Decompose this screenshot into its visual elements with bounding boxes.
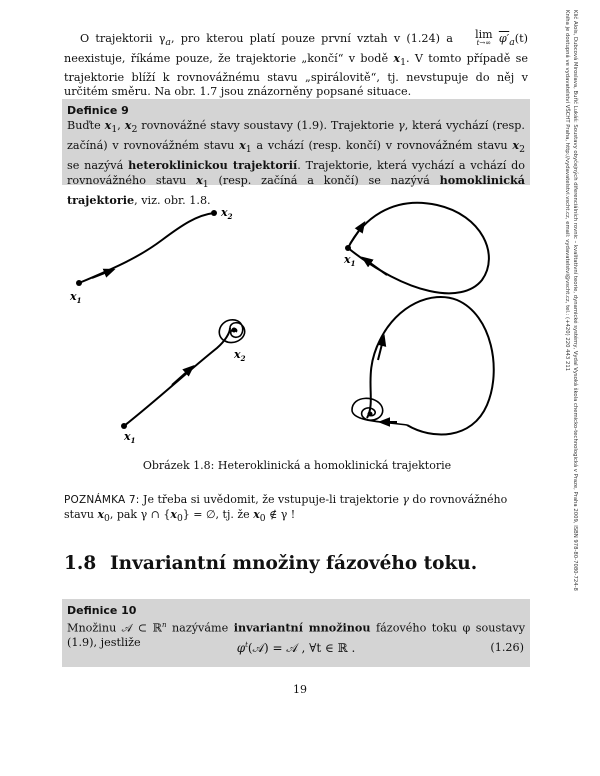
text: Množinu 𝒜 ⊂ ℝ	[67, 621, 162, 635]
side-note	[556, 10, 578, 770]
side-note-line: Klič Alois, Dubcová Miroslava, Buřič Lukáš: Soustavy obyčejných diferenciálních rovnic – kvalitativní teorie, dynamické systémy, Vydal Vysoká škola chemicko-technologická v Praze, Praha 2009, ISBN 978-80-7080-724-8	[572, 10, 578, 591]
text: lim	[475, 28, 493, 41]
text: Buďte	[67, 119, 101, 132]
note-7	[64, 493, 528, 526]
equilibrium-point	[76, 280, 82, 286]
equilibrium-point	[368, 412, 373, 417]
text: . Trajektorie, která vychází a vchází do rovnovážného stavu	[67, 158, 526, 188]
section-number: 1.8	[64, 553, 97, 574]
intro-paragraph	[64, 30, 528, 100]
direction-arrow	[92, 271, 110, 278]
section-title: Invariantní množiny fázového toku.	[110, 553, 478, 574]
equilibrium-point	[345, 245, 351, 251]
label-x2: $x_2$	[221, 206, 233, 221]
text: do rovnovážného stavu	[64, 493, 508, 521]
text: x	[253, 507, 260, 521]
text: (resp. začíná a končí) se nazývá	[208, 174, 430, 188]
text: rovnovážné stavy soustavy (1.9). Trajektorie	[137, 119, 395, 132]
text: (𝒜) = 𝒜 , ∀t ∈ ℝ .	[247, 641, 356, 655]
limit-expression	[459, 30, 492, 48]
label-x1: $x_1$	[70, 290, 82, 305]
equilibrium-point	[211, 210, 217, 216]
heteroclinic-trajectory-bottom	[124, 328, 230, 426]
text: se nazývá	[67, 158, 124, 172]
text: x	[239, 137, 246, 152]
text: a	[509, 37, 515, 49]
text: x	[124, 118, 132, 132]
text: neexistuje, říkáme pouze, že trajektorie „končí“ v bodě	[64, 51, 389, 65]
label-x1: $x_1$	[124, 430, 136, 445]
direction-arrow	[172, 369, 190, 385]
text: γ	[402, 493, 409, 506]
text: 1	[400, 57, 406, 69]
text: , pak γ ∩ {	[109, 507, 171, 521]
text: 1	[202, 179, 209, 191]
equilibrium-point	[232, 328, 237, 333]
term-invariant-set: invariantní množinou	[233, 620, 371, 635]
equation-body	[62, 641, 530, 656]
text: , pro kterou platí pouze první vztah v (1.24) a	[170, 32, 453, 45]
text: a	[165, 37, 171, 49]
text: x	[196, 173, 203, 188]
text: , viz. obr. 1.8.	[134, 194, 211, 208]
text: Je třeba si uvědomit, že vstupuje-li trajektorie	[139, 493, 399, 506]
page-number: 19	[293, 683, 307, 696]
text: t	[245, 641, 248, 649]
text: 1	[245, 144, 252, 156]
text: x	[170, 507, 177, 521]
text: } = ∅, tj. že	[182, 507, 250, 521]
text: φ	[236, 641, 246, 655]
equilibrium-point	[121, 423, 127, 429]
side-note-line: Kniha je dostupná ve vydavatelství VŠCHT Praha, http://vydavatelstvi.vscht.cz, email: vydavatelstvi@vscht.cz, tel.: (+420) 220 443 211	[564, 10, 571, 372]
text: γ	[398, 119, 405, 132]
label-x1: $x_1$	[344, 253, 356, 268]
definition-9-box	[62, 99, 530, 208]
section-heading	[64, 553, 528, 574]
figure-1-8	[62, 200, 532, 445]
direction-arrow	[350, 226, 362, 244]
text: ,	[117, 119, 121, 132]
text: a vchází (resp. končí) v rovnovážném stavu	[251, 138, 508, 152]
text: 0	[104, 512, 110, 524]
direction-arrow	[366, 260, 387, 275]
text: t→∞	[476, 39, 492, 47]
definition-10-box	[62, 599, 530, 667]
label-x2: $x_2$	[234, 348, 246, 363]
definition-body	[67, 118, 525, 209]
text: φ′	[498, 32, 510, 45]
text: fázového toku φ soustavy (1.9), jestliže	[67, 621, 526, 650]
figure-caption: Obrázek 1.8: Heteroklinická a homoklinická trajektorie	[142, 459, 452, 472]
text: n	[161, 621, 167, 629]
text: 2	[131, 124, 138, 136]
text: nazýváme	[166, 621, 229, 635]
note-heading: POZNÁMKA 7:	[64, 494, 140, 506]
text: 1	[111, 124, 118, 136]
homoclinic-trajectory-top	[348, 203, 489, 294]
equation-number: (1.26)	[490, 641, 524, 654]
text: x	[97, 507, 104, 521]
text: x	[512, 137, 520, 152]
spiral	[352, 398, 407, 425]
text: 0	[259, 512, 266, 524]
text: 2	[519, 144, 525, 156]
text: . V tomto případě se trajektorie blíží k rovnovážnému stavu „spirálovitě“, tj. nevstupuje do něj v určitém směru. Na obr. 1.7 jsou znázorněny popsané situace.	[64, 51, 528, 99]
definition-title: Definice 10	[67, 604, 137, 617]
text: O trajektorii γ	[80, 32, 166, 45]
text: , která vychází (resp. začíná) v rovnovážném stavu	[67, 119, 525, 152]
text: (t)	[514, 32, 529, 45]
text: x	[104, 118, 112, 132]
text: ∉ γ !	[265, 507, 296, 521]
term-homoclinic: homoklinická trajektorie	[67, 173, 526, 208]
definition-title: Definice 9	[67, 104, 129, 117]
homoclinic-trajectory-bottom	[367, 297, 494, 435]
text: 0	[176, 512, 183, 524]
heteroclinic-trajectory-top	[79, 213, 214, 283]
equation-1-26	[62, 641, 530, 656]
text: x	[393, 50, 401, 65]
side-note-text	[563, 10, 578, 710]
term-heteroclinic: heteroklinickou trajektorií	[128, 157, 298, 172]
